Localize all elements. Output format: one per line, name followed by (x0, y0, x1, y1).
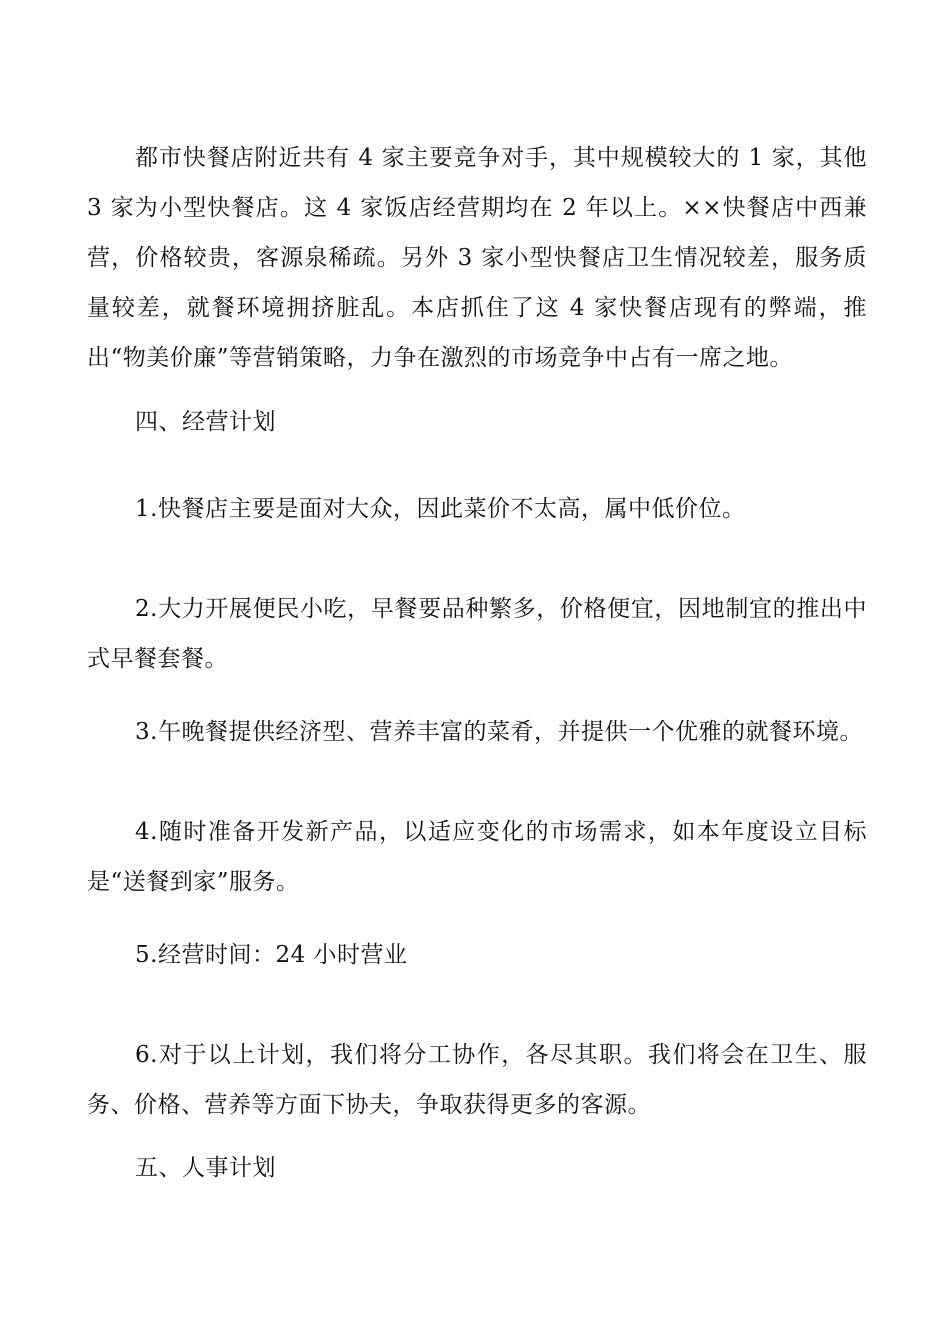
plan-item-1: 1.快餐店主要是面对大众，因此菜价不太高，属中低价位。 (135, 496, 746, 522)
plan-item-2: 2.大力开展便民小吃，早餐要品种繁多，价格便宜，因地制宜的推出中式早餐套餐。 (87, 596, 867, 672)
section-heading-personnel-plan: 五、人事计划 (135, 1155, 276, 1181)
competition-paragraph: 都市快餐店附近共有 4 家主要竞争对手，其中规模较大的 1 家，其他 3 家为小型快餐店。这 4 家饭店经营期均在 2 年以上。××快餐店中西兼营，价格较贵，客源泉稀疏。另外 3 家小型快餐店卫生情况较差，服务质量较差，就餐环境拥挤脏乱。本店抓住了这 4 家快餐店现有的弊端，推出“物美价廉”等营销策略，力争在激烈的市场竞争中占有一席之地。 (87, 145, 867, 371)
plan-item-6: 6.对于以上计划，我们将分工协作，各尽其职。我们将会在卫生、服务、价格、营养等方面下协夫，争取获得更多的客源。 (87, 1042, 867, 1118)
plan-item-4: 4.随时准备开发新产品，以适应变化的市场需求，如本年度设立目标是“送餐到家”服务。 (87, 819, 867, 895)
plan-item-5: 5.经营时间：24 小时营业 (135, 942, 408, 968)
plan-item-3: 3.午晚餐提供经济型、营养丰富的菜肴，并提供一个优雅的就餐环境。 (135, 719, 863, 745)
section-heading-business-plan: 四、经营计划 (135, 409, 276, 435)
